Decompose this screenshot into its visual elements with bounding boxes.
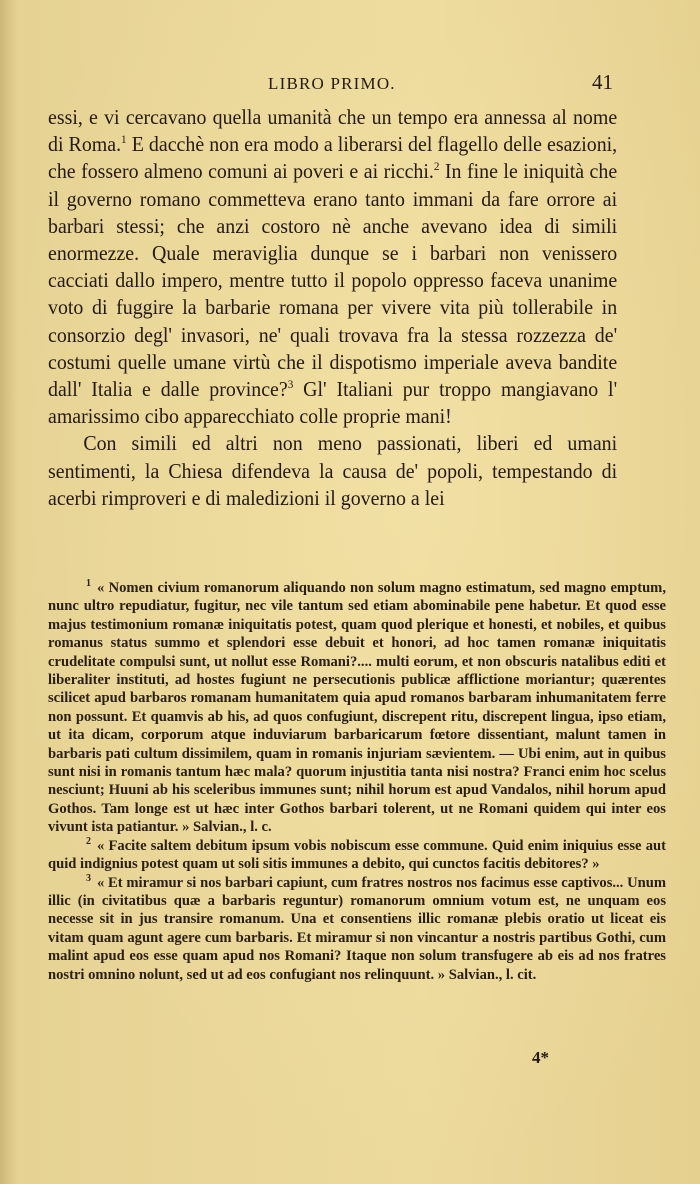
- footnote-2-mark: 2: [86, 835, 91, 847]
- footnote-1: [48, 579, 666, 837]
- paragraph-2: Con simili ed altri non meno passionati, liberi ed umani sentimenti, la Chiesa difendeva la causa de' popoli, tempestando di acerbi rimproveri e di maledizioni il governo a lei: [48, 431, 618, 510]
- main-text: [48, 104, 617, 512]
- footnotes: [48, 579, 666, 984]
- footnote-3-text: « Et miramur si nos barbari capiunt, cum fratres nostros nos facimus esse captivos... Unum illic (in civitatibus quæ a barbaris reguntur) romanorum omnium votum est, ne unquam eos necesse sit in jus transire romanum. Una et consentiens illic romanæ plebis oratio ut liceat eis vitam quam agunt agere cum barbaris. Et miramur si non vincantur a nostris partibus Gothi, cum malint apud eos esse quam apud nos Romani? Itaque non solum transfugere ab eis ad nos fratres nostri omnino nolunt, sed ut ad eos confugiant nos relinquunt. » Salvian., l. cit.: [48, 874, 666, 983]
- footnote-2: [48, 837, 666, 874]
- footnote-ref-2: 2: [433, 159, 440, 174]
- paragraph-1-part-c: In fine le iniquità che il governo romano commetteva erano tanto immani da fare orrore ai barbari stessi; che anzi costoro nè anche avevano idea di simili enormezze. Quale meraviglia dunque se i barbari non venissero cacciati dallo impero, mentre tutto il popolo oppresso faceva unanime voto di fuggire la barbarie romana per vivere vita più tollerabile in consorzio degl' invasori, ne' quali trovava fra la stessa rozzezza de' costumi quelle umane virtù che il dispotismo imperiale aveva bandite dall' Italia e dalle province?: [48, 159, 618, 402]
- running-title: LIBRO PRIMO.: [268, 74, 396, 93]
- signature-mark: 4*: [532, 1048, 549, 1067]
- footnote-1-text: « Nomen civium romanorum aliquando non solum magno estimatum, sed magno emptum, nunc ultro repudiatur, fugitur, nec vile tantum sed etiam abominabile pene habetur. Et quod esse majus testimonium romanæ iniquitatis potest, quam quod plerique et honesti, et nobiles, et quibus romanus status summo et splendori esse debuit et honori, ad hoc tamen romanæ iniquitatis crudelitate compulsi sunt, ut nollut esse Romani?.... multi eorum, et non obscuris natalibus editi et liberaliter instituti, ad hostes fugiunt ne persecutionis publicæ afflictione moriantur; quærentes scilicet apud barbaros romanam humanitatem quia apud romanos barbaram inhumanitatem ferre non possunt. Et quamvis ab his, ad quos confugiunt, discrepent ritu, discrepent lingua, ipso etiam, ut ita dicam, corporum atque induviarum barbaricarum fœtore dissentiant, malunt tamen in barbaris pati cultum dissimilem, quam in romanis injuriam sævientem. — Ubi enim, aut in quibus sunt nisi in romanis tantum hæc mala? quorum injustitia tanta nisi nostra? Franci enim hoc scelus nesciunt; Huuni ab his sceleribus immunes sunt; nihil horum est apud Vandalos, nihil horum apud Gothos. Tam longe est ut hæc inter Gothos barbari tolerent, ut ne Romani quidem qui inter eos vivunt ista patiantur. » Salvian., l. c.: [48, 580, 666, 836]
- footnote-3-mark: 3: [86, 872, 91, 884]
- footnote-3: [48, 874, 666, 984]
- paragraph-1: [48, 104, 617, 430]
- paragraph-1-part-b: E dacchè non era modo a liberarsi del flagello delle esazioni, che fossero almeno comuni ai poveri e ai ricchi.: [48, 132, 618, 184]
- paragraph-1-part-a: essi, e vi cercavano quella umanità che un tempo era annessa al nome di Roma.: [48, 105, 618, 157]
- paragraph-1-part-d: Gl' Italiani pur troppo mangiavano l' amarissimo cibo apparecchiato colle proprie mani!: [48, 377, 618, 429]
- page-header: [0, 66, 700, 96]
- footnote-1-mark: 1: [86, 578, 91, 590]
- footnote-2-text: « Facite saltem debitum ipsum vobis nobiscum esse commune. Quid enim iniquius esse aut quid indignius potest quam ut soli sitis immunes a debito, qui cunctos facitis debitores? »: [48, 837, 666, 873]
- footnote-ref-1: 1: [121, 132, 127, 147]
- footnote-ref-3: 3: [287, 376, 294, 391]
- page-number: 41: [592, 70, 613, 94]
